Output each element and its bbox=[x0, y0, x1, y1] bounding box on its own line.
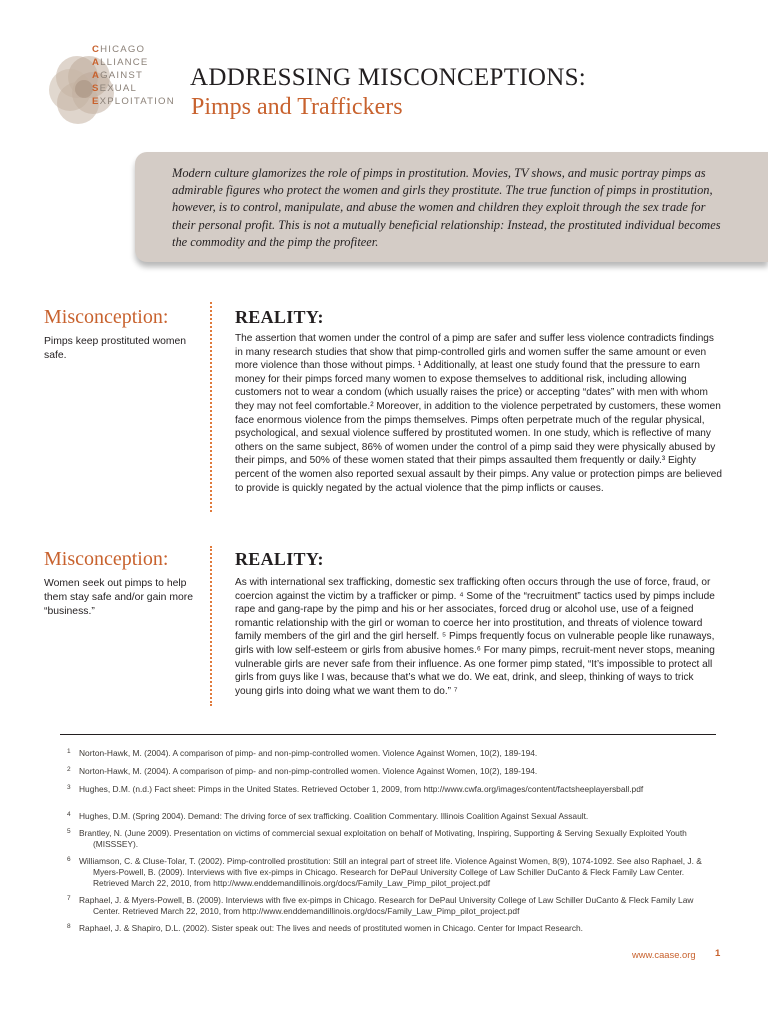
dotted-divider bbox=[210, 302, 212, 512]
misconception-text: Pimps keep prostituted women safe. bbox=[44, 336, 187, 361]
reality-text: The assertion that women under the control of a pimp are safer and suffer less violence contradicts findings in many research studies that show that pimp-controlled girls and women suffer the same amount or even more violence than those without pimps. ¹ Additionally, at least one study found that the pressure to earn money for their pimps forced many women to expose themselves to additional risk, including allowing customers not to wear a condom (which usually raises the price) or accepting “dates” with men with whom they may not feel comfortable.² Moreover, in addition to the violence perpetrated by customers, these women face enormous violence from the pimps themselves. Pimps often perpetrate much of the regular physical, psychological, and sexual violence suffered by prostituted women. In one study, which is reflective of many others on the same subject, 86% of women under the control of a pimp said they were physically abused by their pimps, and 50% of these women stated that their pimps assaulted them frequently or daily.³ Eighty percent of the women also reported sexual assault by their pimps. Any value or protection pimps are believed to provide is quickly negated by the actual violence that the pimp inflicts or causes. bbox=[235, 333, 723, 494]
footnote bbox=[60, 766, 710, 777]
intro-text: Modern culture glamorizes the role of pimps in prostitution. Movies, TV shows, and music portray pimps as admirable figures who protect the women and girls they prostitute. The true function of pimps in prostitution, however, is to control, manipulate, and abuse the women and children they exploit through the sex trade for their personal profit. This is not a mutually beneficial relationship: Instead, the prostituted individual becomes the commodity and the pimp the profiteer. bbox=[172, 166, 721, 249]
footnote-text: Norton-Hawk, M. (2004). A comparison of pimp- and non-pimp-controlled women. Violence Against Women, 10(2), 189-194. bbox=[79, 766, 538, 776]
reality-text: As with international sex trafficking, domestic sex trafficking often occurs through the use of force, fraud, or coercion against the victim by a trafficker or pimp. ⁴ Some of the “recruitment” tactics used by pimps include rape and gang-rape by the pimp and his or her associates, forced drug or alcohol use, use of a feigned romantic relationship with the girl or woman to coerce her into prostitution, and threats of violence toward family members of the girl and the girl herself. ⁵ Pimps frequently focus on vulnerable people like runaways, girls with low self-esteem or girls from abusive homes.⁶ For many pimps, recruit-ment never stops, meaning vulnerable girls are never safe from their influence. As one former pimp stated, “It’s impossible to protect all girls from guys like I was, because that’s what we do. We eat, drink, and sleep, thinking of ways to trick young girls into doing what we want them to do.” ⁷ bbox=[235, 577, 715, 697]
page-subtitle: Pimps and Traffickers bbox=[191, 94, 403, 120]
page-title: ADDRESSING MISCONCEPTIONS: bbox=[190, 64, 587, 91]
page-number: 1 bbox=[715, 948, 721, 959]
footnote-text: Raphael, J. & Shapiro, D.L. (2002). Sister speak out: The lives and needs of prostituted women in Chicago. Center for Impact Research. bbox=[79, 923, 584, 933]
footnote-number: 8 bbox=[67, 923, 71, 930]
logo-wordmark bbox=[92, 43, 175, 108]
dotted-divider bbox=[210, 546, 212, 706]
footnote-text: Williamson, C. & Cluse-Tolar, T. (2002). Pimp-controlled prostitution: Still an integral part of street life. Violence Against Women, 8(9), 1074-1092. See also Raphael, J. & Myers-Powell, B. (2009). Interviews with five ex-pimps in Chicago. Research for DePaul University College of Law Schiller DuCanto & Fleck Family Law Center. Retrieved March 22, 2010, from http://www.enddemandillinois.org/docs/Family_Law_Pimp_pilot_project.pdf bbox=[79, 856, 702, 889]
reality-heading: REALITY: bbox=[235, 549, 324, 569]
footnote-number: 6 bbox=[67, 856, 71, 863]
logo-line: ALLIANCE bbox=[92, 57, 149, 68]
footnote-number: 1 bbox=[67, 748, 71, 755]
footnote-number: 4 bbox=[67, 811, 71, 818]
misconception-heading: Misconception: bbox=[44, 548, 169, 570]
footnote-text: Norton-Hawk, M. (2004). A comparison of pimp- and non-pimp-controlled women. Violence Against Women, 10(2), 189-194. bbox=[79, 748, 538, 758]
footer-website-link[interactable]: www.caase.org bbox=[632, 949, 696, 960]
caase-logo bbox=[44, 35, 174, 145]
logo-line: AGAINST bbox=[92, 70, 144, 81]
footnote bbox=[60, 811, 710, 822]
footnote-text: Brantley, N. (June 2009). Presentation on victims of commercial sexual exploitation on behalf of Motivating, Inspiring, Supporting & Serving Sexually Exploited Youth (MISSSEY). bbox=[79, 828, 687, 850]
footnote bbox=[60, 748, 710, 759]
footnote-number: 2 bbox=[67, 766, 71, 773]
footnote-number: 7 bbox=[67, 895, 71, 902]
footnote bbox=[60, 784, 710, 795]
misconception-heading: Misconception: bbox=[44, 306, 169, 328]
footnote bbox=[60, 828, 710, 850]
footnote-rule bbox=[60, 734, 716, 735]
footnote bbox=[60, 923, 710, 934]
reality-heading: REALITY: bbox=[235, 307, 324, 327]
footnote-number: 5 bbox=[67, 828, 71, 835]
logo-line: CHICAGO bbox=[92, 44, 146, 55]
footnote-text: Hughes, D.M. (Spring 2004). Demand: The driving force of sex trafficking. Coalition Commentary. Illinois Coalition Against Sexual Assault. bbox=[79, 811, 589, 821]
footnote-text: Hughes, D.M. (n.d.) Fact sheet: Pimps in the United States. Retrieved October 1, 2009, from http://www.cwfa.org/images/content/factsheeplayersball.pdf bbox=[79, 784, 644, 794]
intro-box bbox=[135, 152, 768, 262]
footnote bbox=[60, 895, 710, 917]
footnote bbox=[60, 856, 710, 890]
footnote-number: 3 bbox=[67, 784, 71, 791]
footnote-text: Raphael, J. & Myers-Powell, B. (2009). Interviews with five ex-pimps in Chicago. Research for DePaul University College of Law Schiller DuCanto & Fleck Family Law Center. Retrieved March 22, 2010, from http://www.enddemandillinois.org/docs/Family_Law_Pimp_pilot_project.pdf bbox=[79, 895, 694, 917]
logo-line: EXPLOITATION bbox=[92, 96, 175, 107]
misconception-text: Women seek out pimps to help them stay safe and/or gain more “business.” bbox=[44, 578, 194, 617]
logo-line: SEXUAL bbox=[92, 83, 138, 94]
